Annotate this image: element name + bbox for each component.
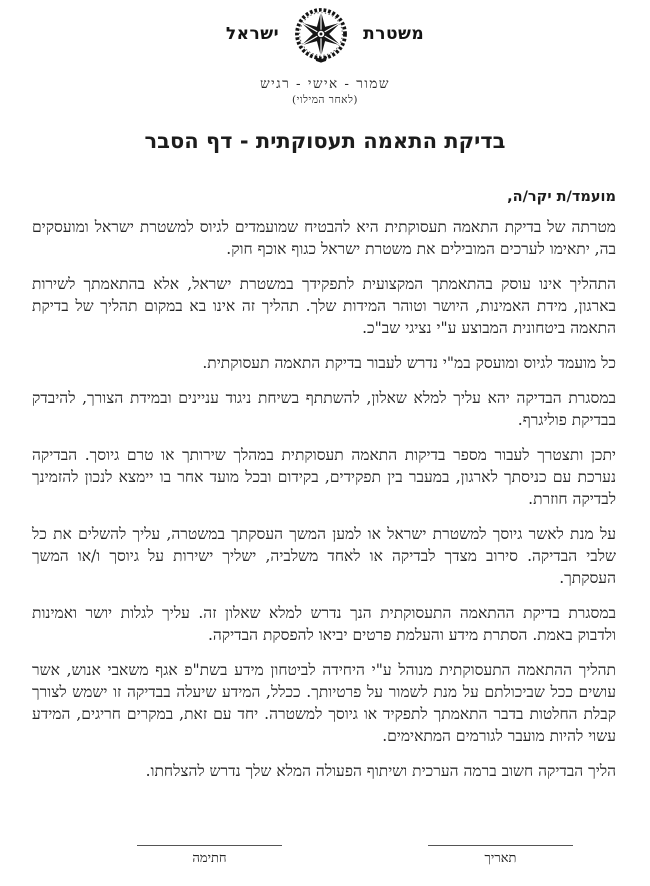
body-paragraph: יתכן ותצטרך לעבור מספר בדיקות התאמה תעסוקתית במהלך שירותך או טרם גיוסך. הבדיקה נערכת עם כניסתך לארגון, במעבר בין תפקידים, בקידום ובכל מועד אחר בו יימצא לנכון להזמינך לבדיקה חוזרת. <box>32 446 616 508</box>
page-title: בדיקת התאמה תעסוקתית - דף הסבר <box>144 129 506 153</box>
body-paragraph: תהליך ההתאמה התעסוקתית מנוהל ע"י היחידה לביטחון מידע בשת"פ אגף משאבי אנוש, אשר עושים ככל שביכולתם על מנת לשמור על פרטיותך. ככלל, המידע שיעלה בבדיקה זו ישמש לצורך קבלת החלטות בדבר התאמתך לתפקיד או גיוסך למשטרה. יחד עם זאת, במקרים חריגים, המידע עשוי להיות מועבר לגורמים המתאימים. <box>32 661 616 745</box>
date-line <box>428 845 573 846</box>
signature-line <box>137 845 282 846</box>
document-body <box>0 189 650 782</box>
body-paragraph: על מנת לאשר גיוסך למשטרת ישראל או למען המשך העסקתך במשטרה, עליך להשלים את כל שלבי הבדיקה. סירוב מצדך לבדיקה או לאחד משלביה, ישליך ישירות על גיוסך ו/או המשך העסקתך. <box>32 525 616 587</box>
police-logo-lockup <box>0 5 650 63</box>
body-paragraph: במסגרת בדיקת ההתאמה התעסוקתית הנך נדרש למלא שאלון זה. עליך לגלות יושר ואמינות ולדבוק באמת. הסתרת מידע והעלמת פרטים יביאו להפסקת הבדיקה. <box>32 604 616 644</box>
greeting-line: מועמד/ת יקר/ה, <box>507 189 616 205</box>
body-paragraph: כל מועמד לגיוס ומועסק במ"י נדרש לעבור בדיקת התאמה תעסוקתית. <box>202 354 616 372</box>
signature-label: חתימה <box>192 851 227 866</box>
signature-footer <box>137 845 573 866</box>
body-paragraph: מטרתה של בדיקת התאמה תעסוקתית היא להבטיח שמועמדים לגיוס למשטרת ישראל ומועסקים בה, יתאימו לערכים המובילים את משטרת ישראל כגוף אוכף חוק. <box>32 218 616 258</box>
org-word-left: ישראל <box>225 24 280 44</box>
classification-note: (לאחר המילוי) <box>292 94 358 106</box>
org-word-right: משטרת <box>363 24 425 44</box>
body-paragraph: במסגרת הבדיקה יהא עליך למלא שאלון, להשתתף בשיחת ניגוד עניינים ובמידת הצורך, להיבדק בבדיקת פוליגרף. <box>32 389 616 429</box>
document-header <box>0 0 650 106</box>
body-paragraph: התהליך אינו עוסק בהתאמתך המקצועית לתפקידך במשטרת ישראל, אלא בהתאמתך לשירות בארגון, מידת האמינות, היושר וטוהר המידות שלך. תהליך זה אינו בא במקום תהליך של בדיקת התאמה ביטחונית המבוצע ע"י נציגי שב"כ. <box>32 275 616 337</box>
body-paragraph: הליך הבדיקה חשוב ברמה הערכית ושיתוף הפעולה המלא שלך נדרש להצלחתו. <box>145 762 616 780</box>
date-field-group <box>428 845 573 866</box>
classification-line: שמור - אישי - רגיש <box>260 76 390 92</box>
israel-police-emblem-icon <box>292 5 350 63</box>
date-label: תאריך <box>484 851 517 866</box>
signature-field-group <box>137 845 282 866</box>
